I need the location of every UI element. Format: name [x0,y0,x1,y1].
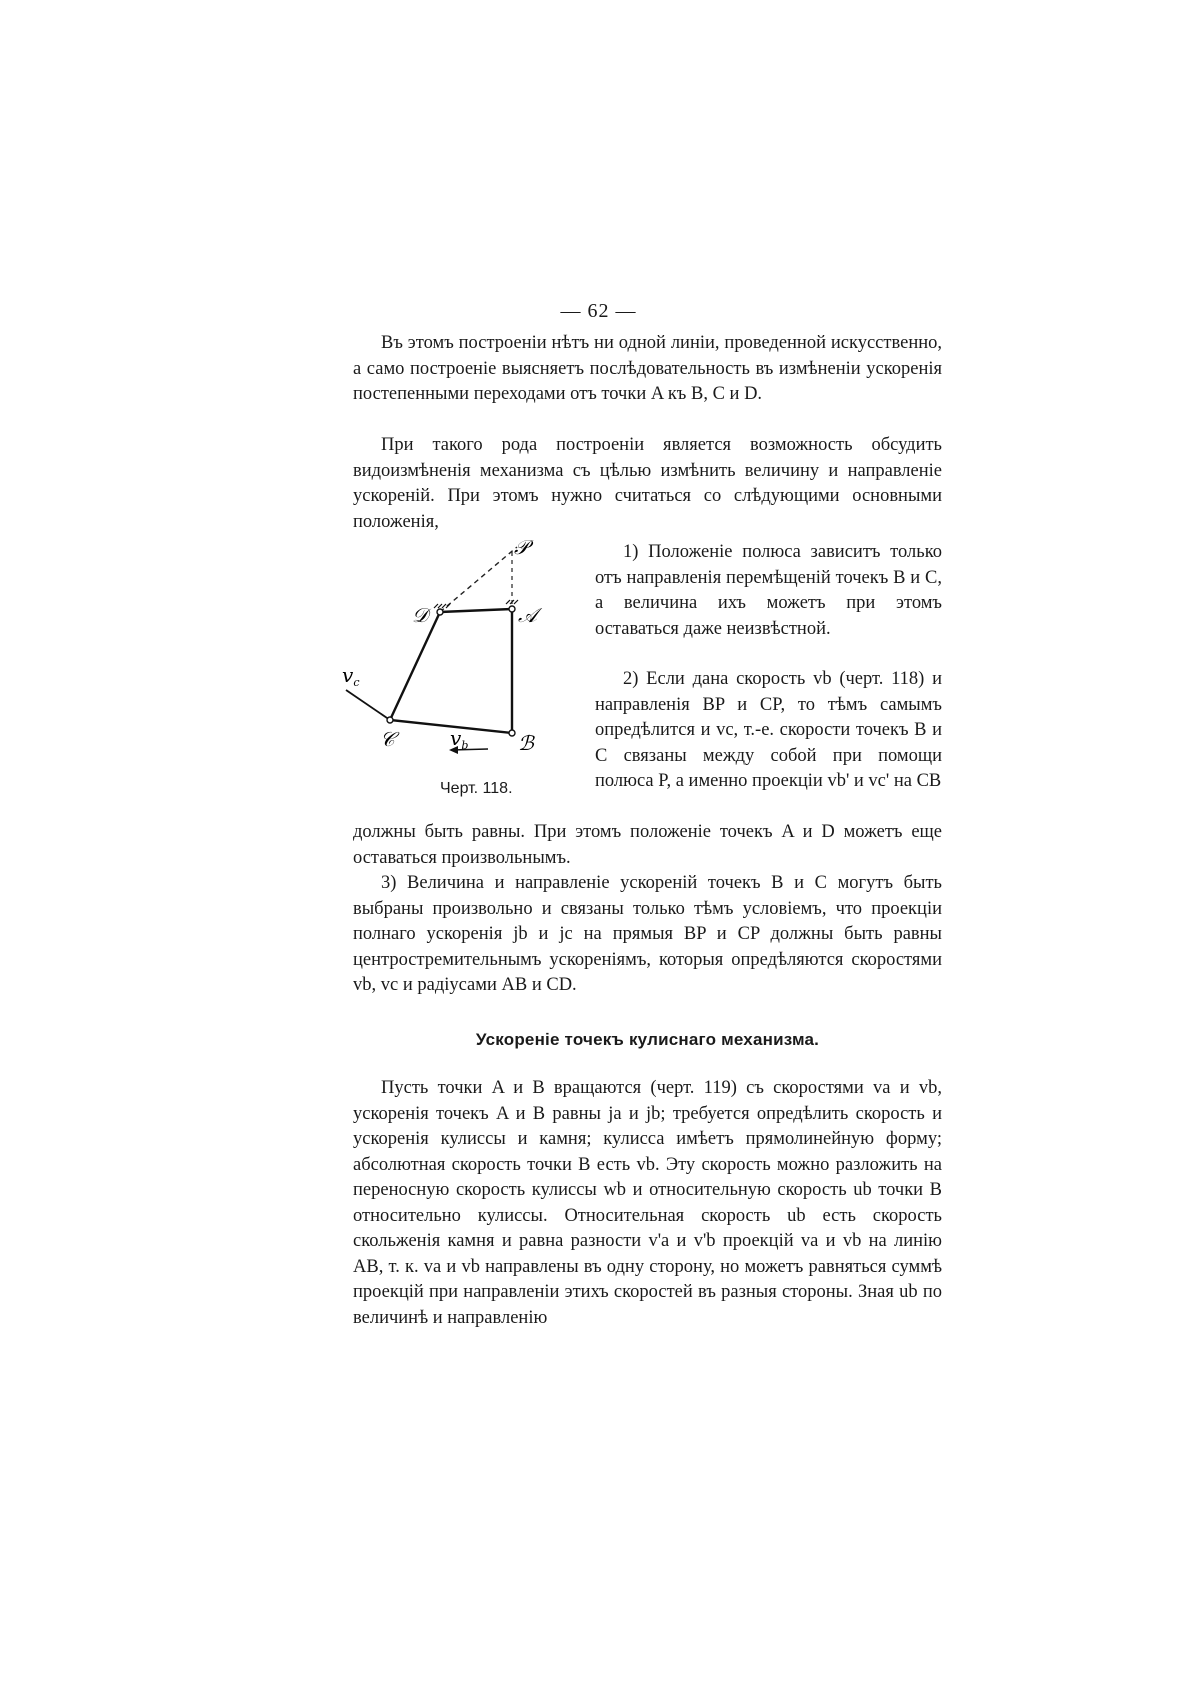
paragraph: При такого рода построеніи является возможность обсудить видоизмѣненія механизма съ цѣлью измѣнить величину и направленіе ускореній. При этомъ нужно считаться со слѣдующими основными положенія, [353,435,942,532]
label-b: ℬ [518,731,534,755]
pivot-hatch-d [434,604,450,608]
label-vb: $v_b$ [450,726,469,752]
label-p: 𝒫 [514,535,529,559]
joint-b [509,730,515,736]
side-paragraph: 2) Если дана скорость vb (черт. 118) и направленія BP и CP, то тѣмъ самымъ опредѣлится и vc, т.-е. скорости точекъ B и C связаны между собой при помощи полюса P, а именно проекціи vb' и vc' на CB [595,669,942,791]
joint-a [509,606,515,612]
joint-c [387,717,393,723]
paragraph: Пусть точки A и B вращаются (черт. 119) съ скоростями va и vb, ускоренія точекъ A и B равны ja и jb; требуется опредѣлить скорость и ускоренія кулиссы и камня; кулисса имѣетъ прямолинейную форму; абсолютная скорость точки B есть vb. Эту скорость можно разложить на переносную скорость кулиссы wb и относительную скорость ub точки B относительно кулиссы. Относительная скорость ub есть скорость скольженія камня и равна разности v'a и v'b проекцій va и vb на линію AB, т. к. va и vb направлены въ одну сторону, но можетъ равняться суммѣ проекцій при направленіи этихъ скоростей въ разныя стороны. Зная ub по величинѣ и направленію [353,1078,942,1328]
dashed-line-dp [440,547,517,612]
side-paragraph: 1) Положеніе полюса зависитъ только отъ направленія перемѣщеній точекъ B и C, а величина ихъ можетъ при этомъ оставаться даже неизвѣстной. [595,542,942,639]
paragraph: Въ этомъ построеніи нѣтъ ни одной линіи, проведенной искусственно, а само построеніе выясняетъ послѣдовательность въ измѣненіи ускоренія постепенными переходами отъ точки A къ B, C и D. [353,333,942,404]
mechanism-quadrilateral [390,609,512,733]
figure-118 [342,535,592,782]
joint-d [437,609,443,615]
label-d: 𝒟 [412,603,428,627]
label-c: 𝒞 [380,727,395,751]
vc-vector-line [346,690,390,720]
section-heading: Ускореніе точекъ кулиснаго механизма. [475,1030,820,1049]
label-vc: $v_c$ [342,663,360,689]
label-a: 𝒜 [518,603,537,627]
paragraph: 3) Величина и направленіе ускореній точекъ B и C могутъ быть выбраны произвольно и связаны только тѣмъ условіемъ, что проекціи полнаго ускоренія jb и jc на прямыя BP и CP должны быть равны центростремительнымъ ускореніямъ, которыя опредѣляются скоростями vb, vc и радіусами AB и CD. [353,873,942,995]
figure-caption: Черт. 118. [440,780,513,797]
paragraph: должны быть равны. При этомъ положеніе точекъ A и D можетъ еще оставаться произвольнымъ. [353,822,942,868]
page-number: — 62 — [560,300,637,322]
